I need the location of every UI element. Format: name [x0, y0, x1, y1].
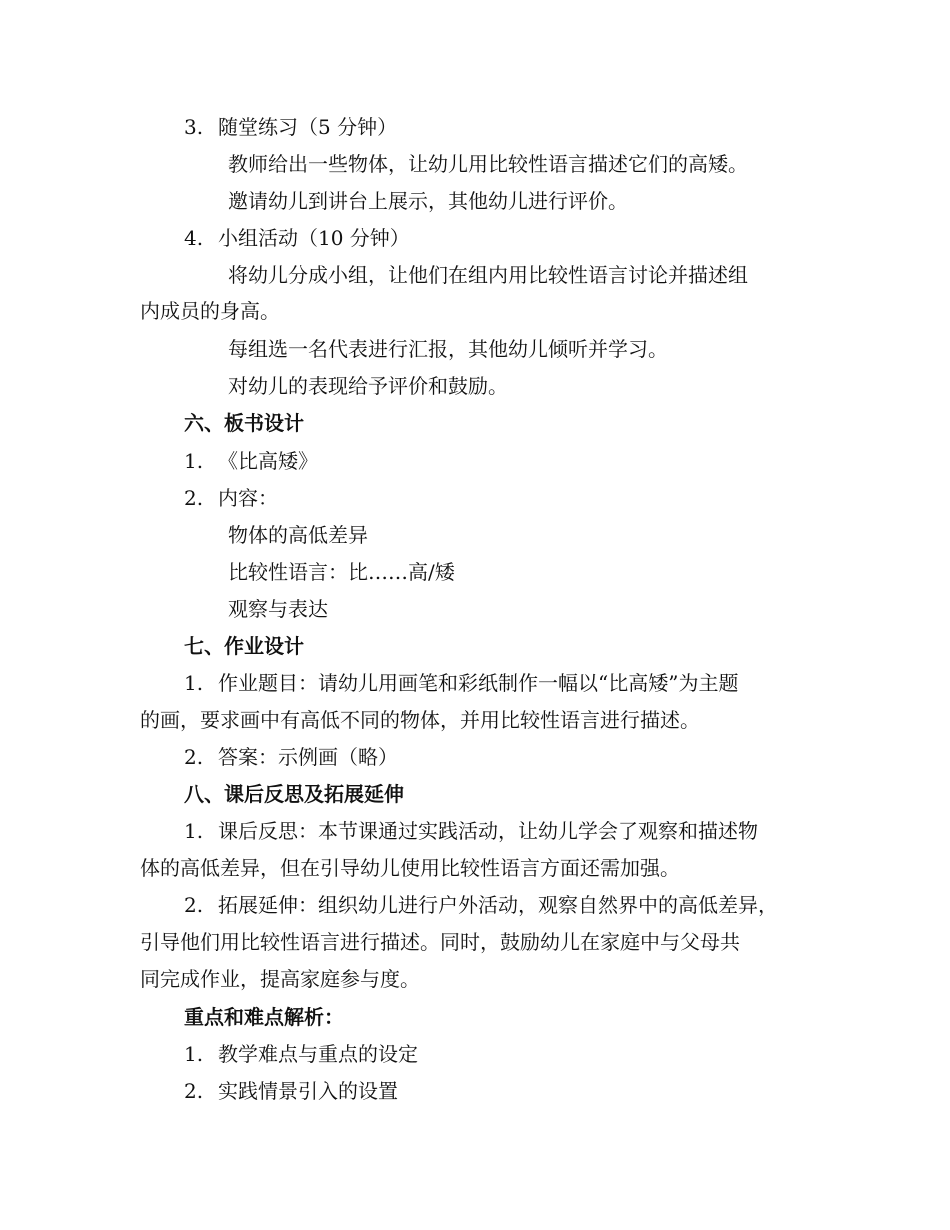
item-text: 课后反思：本节课通过实践活动，让幼儿学会了观察和描述物 — [218, 819, 758, 843]
item-text: 随堂练习（5 分钟） — [218, 115, 398, 139]
item-text: 小组活动（10 分钟） — [218, 226, 410, 250]
list-item — [184, 485, 278, 511]
item-number: 2. — [184, 486, 204, 510]
item-number: 1. — [184, 449, 204, 473]
item-text: 教学难点与重点的设定 — [218, 1042, 418, 1066]
item-number: 2. — [184, 893, 204, 917]
list-item — [184, 670, 738, 696]
section-heading-key-points: 重点和难点解析： — [184, 1005, 344, 1029]
item-number: 1. — [184, 671, 204, 695]
section-heading-reflection: 八、课后反思及拓展延伸 — [184, 782, 404, 806]
list-item — [184, 892, 778, 918]
item-number: 1. — [184, 819, 204, 843]
paragraph: 比较性语言：比……高/矮 — [228, 560, 455, 584]
item-number: 2. — [184, 1079, 204, 1103]
item-number: 3. — [184, 115, 204, 139]
list-item — [184, 448, 318, 474]
section-heading-board-design: 六、板书设计 — [184, 411, 304, 435]
paragraph: 每组选一名代表进行汇报，其他幼儿倾听并学习。 — [228, 337, 668, 361]
item-text: 拓展延伸：组织幼儿进行户外活动，观察自然界中的高低差异， — [218, 893, 778, 917]
item-text: 作业题目：请幼儿用画笔和彩纸制作一幅以“比高矮”为主题 — [218, 671, 739, 695]
item-text: 《比高矮》 — [218, 449, 318, 473]
paragraph-continuation: 同完成作业，提高家庭参与度。 — [140, 967, 420, 991]
paragraph: 邀请幼儿到讲台上展示，其他幼儿进行评价。 — [228, 189, 628, 213]
paragraph-continuation: 引导他们用比较性语言进行描述。同时，鼓励幼儿在家庭中与父母共 — [140, 930, 740, 954]
list-item — [184, 818, 758, 844]
list-item-practice — [184, 114, 397, 140]
list-item — [184, 744, 398, 770]
paragraph-continuation: 的画，要求画中有高低不同的物体，并用比较性语言进行描述。 — [140, 708, 700, 732]
item-number: 1. — [184, 1042, 204, 1066]
section-heading-homework: 七、作业设计 — [184, 634, 304, 658]
paragraph: 物体的高低差异 — [228, 523, 368, 547]
list-item — [184, 1078, 398, 1104]
paragraph: 观察与表达 — [228, 597, 328, 621]
list-item — [184, 1041, 418, 1067]
paragraph-continuation: 内成员的身高。 — [140, 299, 280, 323]
list-item-group-activity — [184, 225, 410, 251]
paragraph-continuation: 体的高低差异，但在引导幼儿使用比较性语言方面还需加强。 — [140, 856, 680, 880]
item-text: 答案：示例画（略） — [218, 745, 398, 769]
item-text: 实践情景引入的设置 — [218, 1079, 398, 1103]
item-number: 4. — [184, 226, 204, 250]
paragraph: 教师给出一些物体，让幼儿用比较性语言描述它们的高矮。 — [228, 152, 748, 176]
paragraph: 将幼儿分成小组，让他们在组内用比较性语言讨论并描述组 — [228, 263, 748, 287]
paragraph: 对幼儿的表现给予评价和鼓励。 — [228, 374, 508, 398]
item-number: 2. — [184, 745, 204, 769]
item-text: 内容： — [218, 486, 278, 510]
